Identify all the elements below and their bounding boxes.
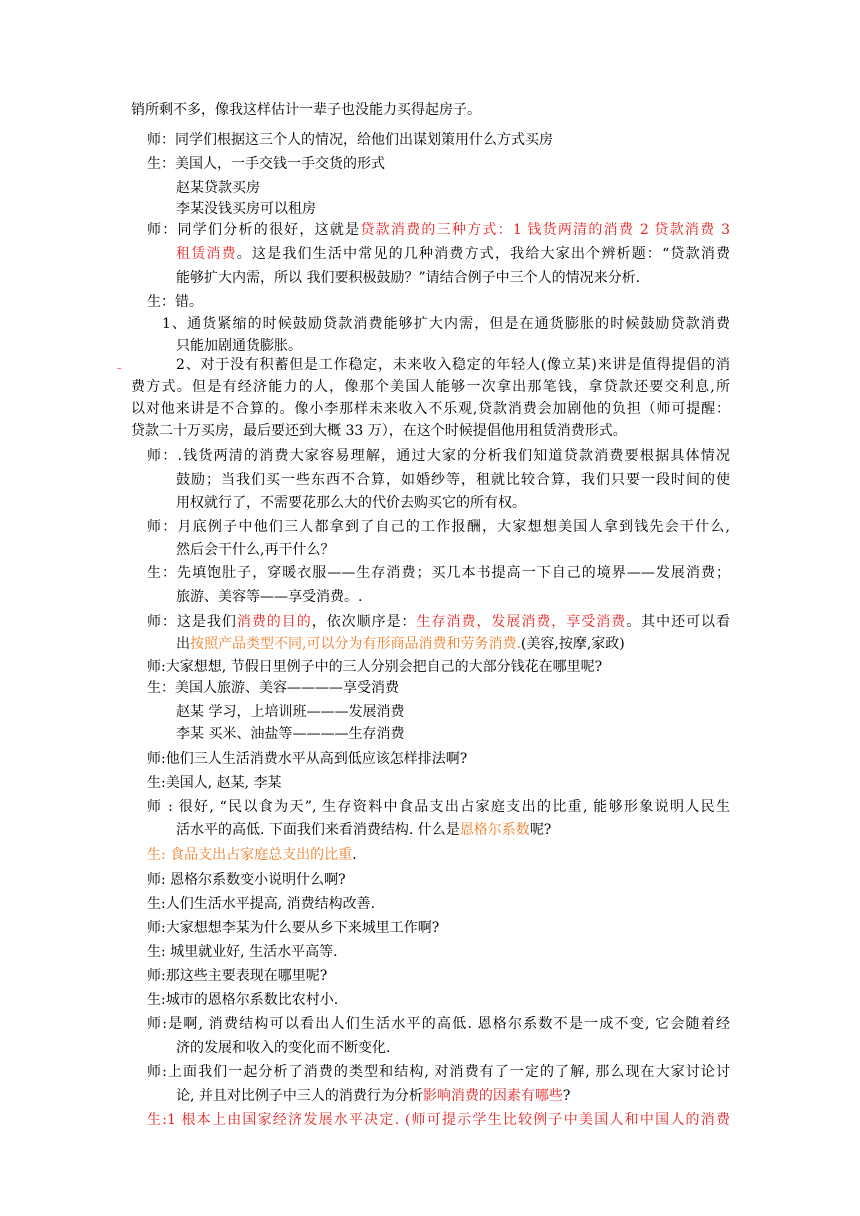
text-line <box>147 797 730 817</box>
text-run: 只能加剧通货膨胀。 <box>176 338 302 354</box>
text-line <box>176 634 625 654</box>
text-run: ? <box>562 1088 571 1104</box>
text-run: 师:是啊, 消费结构可以看出人们生活水平的高低. 恩格尔系数不是一成不变, 它会随着经 <box>147 1016 730 1032</box>
text-run: 呢? <box>529 822 552 838</box>
text-run: 济的发展和收入的变化而不断变化. <box>176 1040 391 1056</box>
highlighted-text: 1 根本上由国家经济发展水平决定. (师可提示学生比较例子中美国人和中国人的消费 <box>166 1112 731 1128</box>
highlighted-text: 消费的目的 <box>236 614 312 630</box>
text-run: 。这是我们生活中常见的几种消费方式，我给大家出个辨析题：“贷款消费 <box>236 246 731 262</box>
text-line <box>176 336 302 356</box>
text-line <box>147 870 346 890</box>
text-run: 师:那这些主要表现在哪里呢? <box>147 968 328 984</box>
text-run: 师:大家想想, 节假日里例子中的三人分别会把自己的大部分钱花在哪里呢? <box>147 659 603 675</box>
text-run: 师:大家想想李某为什么要从乡下来城里工作啊? <box>147 920 440 936</box>
text-run: 以对他来讲是不合算的。像小李那样未来收入不乐观,贷款消费会加剧他的负担（师可提醒： <box>131 401 730 417</box>
text-run: (美容,按摩,家政) <box>520 636 625 652</box>
text-line <box>147 1014 730 1034</box>
text-line <box>147 845 357 865</box>
text-line <box>176 702 404 722</box>
text-line <box>147 130 553 150</box>
margin-mark: – <box>117 364 122 374</box>
text-line <box>176 820 551 840</box>
text-line <box>176 1038 390 1058</box>
text-run: 师: 恩格尔系数变小说明什么啊? <box>147 872 346 888</box>
text-run: 生:人们生活水平提高, 消费结构改善. <box>147 896 376 912</box>
text-line <box>147 1110 730 1130</box>
text-run: 费方式。但是有经济能力的人，像那个美国人能够一次拿出那笔钱，拿贷款还要交利息,所 <box>131 379 730 395</box>
text-run: 师:他们三人生活消费水平从高到低应该怎样排法啊? <box>147 751 468 767</box>
text-line <box>131 399 730 419</box>
text-run: 活水平的高低. 下面我们来看消费结构. 什么是 <box>176 822 460 838</box>
text-line <box>147 612 730 632</box>
highlighted-text: 食品支出占家庭总支出的比重 <box>170 847 353 863</box>
text-run: 能够扩大内需，所以 我们要积极鼓励？”请结合例子中三个人的情况来分析. <box>176 270 641 286</box>
text-run: 生:美国人, 赵某, 李某 <box>147 775 282 791</box>
text-line <box>147 446 730 466</box>
text-run: 鼓励；当我们买一些东西不合算，如婚纱等，租就比较合算，我们只要一段时间的使 <box>176 472 730 488</box>
text-line <box>176 540 334 560</box>
text-line <box>162 314 730 334</box>
highlighted-text: 影响消费的因素有哪些 <box>422 1088 563 1104</box>
text-run: 师：这是我们 <box>147 614 237 630</box>
text-line <box>147 966 327 986</box>
text-line <box>176 493 526 513</box>
text-run: 生: 城里就业好, 生活水平高等. <box>147 944 338 960</box>
text-line <box>147 563 730 583</box>
text-line <box>176 268 640 288</box>
text-run: 1、通货紧缩的时候鼓励贷款消费能够扩大内需，但是在通货膨胀的时候鼓励贷款消费 <box>162 316 730 332</box>
text-run: 生:城市的恩格尔系数比农村小. <box>147 992 339 1008</box>
text-line <box>147 773 282 793</box>
text-run: 生：美国人，一手交钱一手交货的形式 <box>147 156 385 172</box>
text-run: 生：美国人旅游、美容————享受消费 <box>147 680 399 696</box>
text-run: 销所剩不多，像我这样估计一辈子也没能力买得起房子。 <box>131 102 481 118</box>
text-run: 。其中还可以看 <box>626 614 731 630</box>
text-run: 生：错。 <box>147 294 203 310</box>
text-line <box>131 100 481 120</box>
text-line <box>147 517 730 537</box>
text-run: 师：月底例子中他们三人都拿到了自己的工作报酬，大家想想美国人拿到钱先会干什么, <box>147 519 730 535</box>
text-run: 李某没钱买房可以租房 <box>176 201 316 217</box>
text-line <box>147 990 338 1010</box>
highlighted-text: 生: <box>147 1112 167 1128</box>
text-run: 出 <box>176 636 190 652</box>
text-run: 旅游、美容等——享受消费。. <box>176 589 363 605</box>
highlighted-text: 租赁消费 <box>176 246 237 262</box>
text-run: 贷款二十万买房，最后要还到大概 33 万），在这个时候提倡他用租赁消费形式。 <box>131 423 627 439</box>
text-line <box>176 178 260 198</box>
text-run: 然后会干什么,再干什么？ <box>176 542 335 558</box>
text-run: ，依次顺序是： <box>311 614 417 630</box>
text-run: 师 : 很好, “民以食为天”, 生存资料中食品支出占家庭支出的比重, 能够形象说明人民生 <box>147 799 730 815</box>
highlighted-text: 生: <box>147 847 171 863</box>
text-line <box>147 220 730 240</box>
text-line <box>147 292 203 312</box>
highlighted-text: 按照产品类型不同,可以分为有形商品消费和劳务消费. <box>190 636 521 652</box>
text-line <box>147 1062 730 1082</box>
text-run: 论, 并且对比例子中三人的消费行为分析 <box>176 1088 423 1104</box>
text-line <box>176 470 730 490</box>
text-line <box>147 154 385 174</box>
text-line <box>176 587 362 607</box>
text-run: 2、对于没有积蓄但是工作稳定，未来收入稳定的年轻人(像立某)来讲是值得提倡的消 <box>176 357 730 373</box>
text-line <box>176 724 404 744</box>
text-line <box>147 942 338 962</box>
text-run: 师：同学们分析的很好，这就是 <box>147 222 361 238</box>
text-line <box>147 749 467 769</box>
text-run: 李某 买米、油盐等————生存消费 <box>176 726 405 742</box>
highlighted-text: 恩格尔系数 <box>459 822 530 838</box>
text-line <box>176 244 730 264</box>
text-line <box>176 1086 570 1106</box>
text-line <box>176 355 730 375</box>
text-line <box>147 918 439 938</box>
text-line <box>147 678 399 698</box>
text-run: 师:上面我们一起分析了消费的类型和结构, 对消费有了一定的了解, 那么现在大家讨论讨 <box>147 1064 730 1080</box>
text-run: 师：.钱货两清的消费大家容易理解，通过大家的分析我们知道贷款消费要根据具体情况 <box>147 448 730 464</box>
text-run: 赵某 学习，上培训班———发展消费 <box>176 704 405 720</box>
text-line <box>147 657 602 677</box>
text-run: . <box>352 847 357 863</box>
text-line <box>131 421 627 441</box>
text-run: 生：先填饱肚子，穿暖衣服——生存消费；买几本书提高一下自己的境界——发展消费； <box>147 565 730 581</box>
text-run: 师：同学们根据这三个人的情况，给他们出谋划策用什么方式买房 <box>147 132 553 148</box>
highlighted-text: 生存消费，发展消费，享受消费 <box>416 614 627 630</box>
text-line <box>131 377 730 397</box>
text-run: 用权就行了，不需要花那么大的代价去购买它的所有权。 <box>176 495 526 511</box>
text-line <box>176 199 316 219</box>
highlighted-text: 贷款消费的三种方式：1 钱货两清的消费 2 贷款消费 3 <box>360 222 730 238</box>
text-line <box>147 894 375 914</box>
text-run: 赵某贷款买房 <box>176 180 260 196</box>
